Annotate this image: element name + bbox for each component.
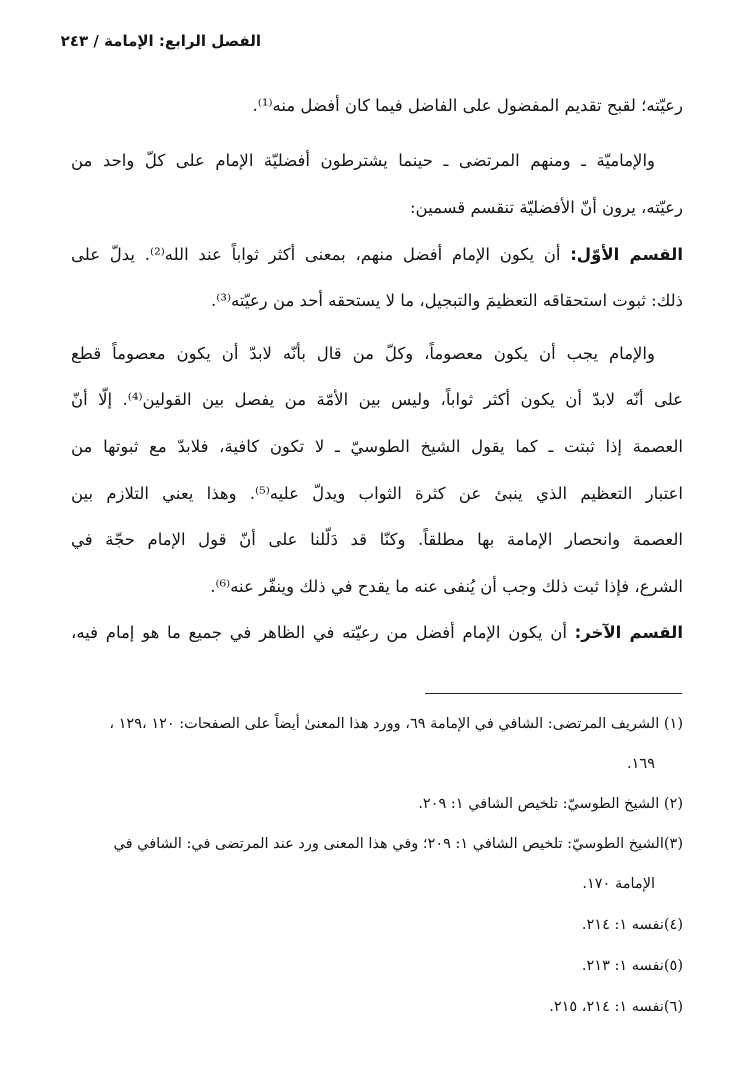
section-text-first: أن يكون الإمام أفضل منهم، بمعنى أكثر ثواباً عند الله⁽²⁾. يدلّ على (71, 245, 571, 264)
footnote-1: (١) الشريف المرتضى: الشافي في الإمامة ٦٩، وورد هذا المعنىٰ أيضاً على الصفحات: ١٢٠ ،١٢٩ ، (109, 716, 683, 732)
section-label-other: القسم الآخر: (574, 623, 683, 642)
text-line-5: ذلك: ثبوت استحقاقه التعظيمَ والتبجيل، ما لا يستحقه أحد من رعيّته⁽³⁾. (211, 291, 683, 310)
footnote-separator (425, 693, 682, 694)
running-header: الفصل الرابع: الإمامة / ٢٤٣ (60, 32, 261, 50)
footnote-5: (٥)نفسه ١: ٢١٣. (581, 958, 683, 974)
footnote-6: (٦)نفسه ١: ٢١٤، ٢١٥. (549, 999, 683, 1015)
footnote-3: (٣)الشيخ الطوسيّ: تلخيص الشافي ١: ٢٠٩؛ وفي هذا المعنى ورد عند المرتضى في: الشافي في (113, 836, 683, 852)
footnote-1-continued: ١٦٩. (627, 756, 655, 772)
section-other-line (71, 622, 683, 644)
text-line-3: رعيّته، يرون أنّ الأفضليّة تنقسم قسمين: (410, 198, 683, 217)
text-line-7: على أنّه لابدّ أن يكون أكثر ثواباً، وليس بين الأمّة من يفصل بين القولين⁽⁴⁾. إلّا أنّ (71, 390, 684, 409)
text-line-1: رعيّته؛ لقبح تقديم المفضول على الفاضل فيما كان أفضل منه⁽¹⁾. (252, 96, 683, 115)
section-label-first: القسم الأوّل: (570, 245, 683, 264)
text-line-11: الشرع، فإذا ثبت ذلك وجب أن يُنفى عنه ما يقدح في ذلك وينفّر عنه⁽⁶⁾. (210, 577, 683, 596)
section-first-line (71, 244, 683, 266)
section-text-other: أن يكون الإمام أفضل من رعيّته في الظاهر في جميع ما هو إمام فيه، (71, 623, 575, 642)
text-line-6: والإمام يجب أن يكون معصوماً، وكلّ من قال بأنّه لابدّ أن يكون معصوماً قطع (71, 344, 655, 363)
text-line-9: اعتبار التعظيم الذي ينبئ عن كثرة الثواب ويدلّ عليه⁽⁵⁾. وهذا يعني التلازم بين (71, 484, 683, 503)
text-line-2: والإماميّة ـ ومنهم المرتضى ـ حينما يشترطون أفضليّة الإمام على كلّ واحد من (71, 151, 655, 170)
footnote-4: (٤)نفسه ١: ٢١٤. (581, 917, 683, 933)
text-line-8: العصمة إذا ثبتت ـ كما يقول الشيخ الطوسيّ ـ لا تكون كافية، فلابدّ مع ثبوتها من (71, 437, 683, 456)
text-line-10: العصمة وانحصار الإمامة بها مطلقاً. وكنّا قد دَلّلنا على أنّ قول الإمام حجّة في (71, 530, 683, 549)
footnote-3-continued: الإمامة ١٧٠. (582, 876, 655, 892)
footnote-2: (٢) الشيخ الطوسيّ: تلخيص الشافي ١: ٢٠٩. (418, 796, 683, 812)
